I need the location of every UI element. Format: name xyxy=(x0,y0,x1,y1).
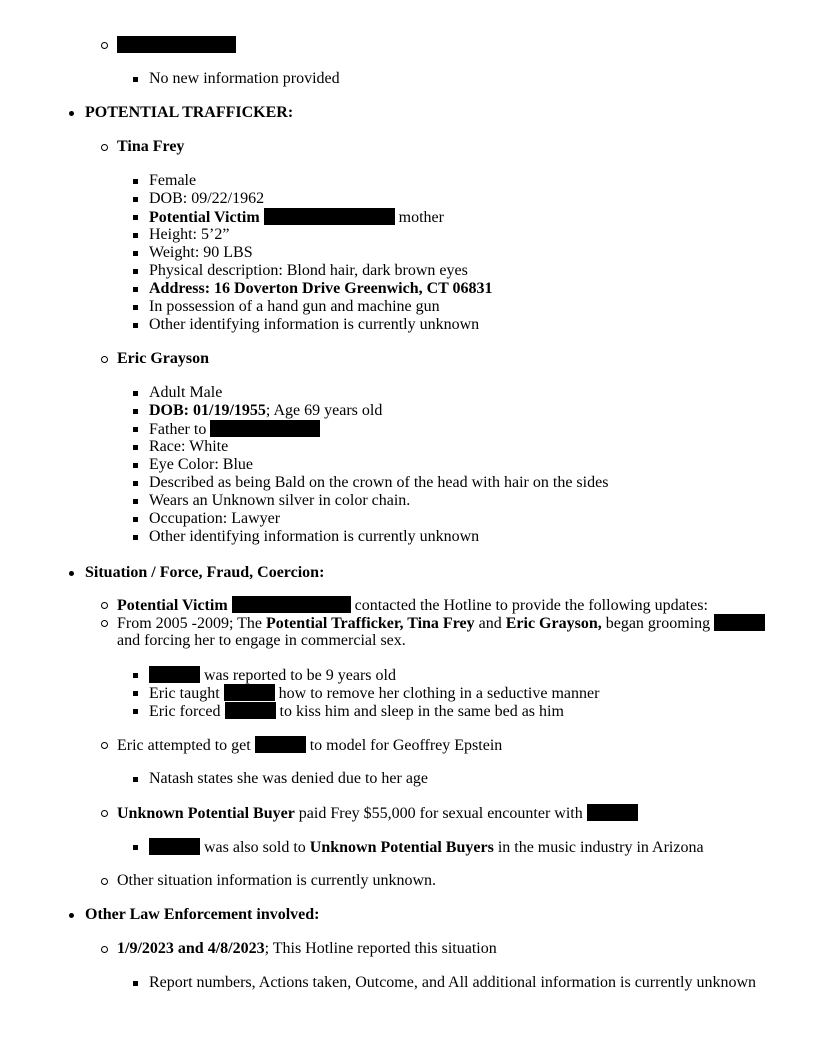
person-name-tina: Tina Frey xyxy=(117,138,185,155)
square-bullet-icon xyxy=(133,287,138,292)
square-bullet-icon xyxy=(133,251,138,256)
redaction-block xyxy=(210,420,320,437)
square-bullet-icon xyxy=(133,233,138,238)
list-item xyxy=(149,420,320,439)
list-item: Physical description: Blond hair, dark brown eyes xyxy=(149,262,468,279)
list-item: Female xyxy=(149,172,197,189)
text-span: Eric forced xyxy=(149,703,221,720)
redaction-block xyxy=(587,804,638,821)
square-bullet-icon xyxy=(133,981,138,986)
label-bold: Unknown Potential Buyer xyxy=(117,805,295,822)
text-span: how to remove her clothing in a seductive manner xyxy=(278,685,600,702)
text-span: mother xyxy=(398,209,444,226)
list-item: Height: 5’2” xyxy=(149,226,230,243)
square-bullet-icon xyxy=(133,409,138,414)
list-item xyxy=(117,614,765,633)
disc-bullet-icon xyxy=(69,913,74,918)
label-bold: Eric Grayson, xyxy=(505,615,602,632)
redaction-block xyxy=(225,702,276,719)
list-item xyxy=(149,402,382,420)
square-bullet-icon xyxy=(133,305,138,310)
redaction-block xyxy=(117,36,236,53)
redaction-block xyxy=(255,736,306,753)
square-bullet-icon xyxy=(133,517,138,522)
redacted-name-line xyxy=(117,36,236,55)
label-bold: DOB: 01/19/1955 xyxy=(149,402,266,419)
label-bold: 1/9/2023 and 4/8/2023 xyxy=(117,940,265,957)
square-bullet-icon xyxy=(133,481,138,486)
person-name-eric: Eric Grayson xyxy=(117,350,209,367)
circle-bullet-icon xyxy=(101,602,108,609)
disc-bullet-icon xyxy=(69,111,74,116)
list-item: Other situation information is currently unknown. xyxy=(117,872,437,889)
redaction-block xyxy=(232,596,351,613)
list-item xyxy=(117,804,638,823)
square-bullet-icon xyxy=(133,427,138,432)
circle-bullet-icon xyxy=(101,810,108,817)
square-bullet-icon xyxy=(133,445,138,450)
text-span: From 2005 -2009; The xyxy=(117,615,263,632)
list-item: No new information provided xyxy=(149,70,340,87)
list-item: Other identifying information is currently unknown xyxy=(149,316,480,333)
text-span: Eric attempted to get xyxy=(117,737,251,754)
list-item: DOB: 09/22/1962 xyxy=(149,190,265,207)
text-span: ; Age 69 years old xyxy=(265,402,383,419)
square-bullet-icon xyxy=(133,391,138,396)
text-span: ; This Hotline reported this situation xyxy=(264,940,497,957)
text-span: to model for Geoffrey Epstein xyxy=(309,737,503,754)
disc-bullet-icon xyxy=(69,571,74,576)
square-bullet-icon xyxy=(133,269,138,274)
text-span: paid Frey $55,000 for sexual encounter with xyxy=(298,805,583,822)
square-bullet-icon xyxy=(133,691,138,696)
list-item: Occupation: Lawyer xyxy=(149,510,281,527)
list-item-continuation: and forcing her to engage in commercial sex. xyxy=(117,632,406,649)
list-item xyxy=(149,838,704,857)
list-item: Report numbers, Actions taken, Outcome, and All additional information is currently unknown xyxy=(149,974,756,991)
square-bullet-icon xyxy=(133,215,138,220)
list-item: Described as being Bald on the crown of the head with hair on the sides xyxy=(149,474,609,491)
text-span: in the music industry in Arizona xyxy=(497,839,704,856)
circle-bullet-icon xyxy=(101,620,108,627)
text-span: was also sold to xyxy=(204,839,306,856)
label-bold: Potential Trafficker, Tina Frey xyxy=(266,615,475,632)
section-heading-situation: Situation / Force, Fraud, Coercion: xyxy=(85,564,325,581)
square-bullet-icon xyxy=(133,77,138,82)
list-item: Wears an Unknown silver in color chain. xyxy=(149,492,411,509)
list-item: Weight: 90 LBS xyxy=(149,244,253,261)
list-item: Natash states she was denied due to her age xyxy=(149,770,429,787)
list-item xyxy=(149,208,444,227)
text-span: Eric taught xyxy=(149,685,220,702)
list-item: Eye Color: Blue xyxy=(149,456,253,473)
circle-bullet-icon xyxy=(101,42,108,49)
square-bullet-icon xyxy=(133,777,138,782)
redaction-block xyxy=(264,208,395,225)
list-item: Address: 16 Doverton Drive Greenwich, CT 06831 xyxy=(149,280,493,297)
circle-bullet-icon xyxy=(101,742,108,749)
square-bullet-icon xyxy=(133,499,138,504)
circle-bullet-icon xyxy=(101,356,108,363)
square-bullet-icon xyxy=(133,197,138,202)
label-bold: Potential Victim xyxy=(149,209,260,226)
text-span: began grooming xyxy=(605,615,711,632)
list-item: Adult Male xyxy=(149,384,223,401)
text-span: Father to xyxy=(149,421,207,438)
square-bullet-icon xyxy=(133,535,138,540)
text-span: and xyxy=(478,615,502,632)
redaction-block xyxy=(714,614,765,631)
section-heading-trafficker: POTENTIAL TRAFFICKER: xyxy=(85,104,294,121)
square-bullet-icon xyxy=(133,709,138,714)
square-bullet-icon xyxy=(133,463,138,468)
list-item: Other identifying information is currently unknown xyxy=(149,528,480,545)
circle-bullet-icon xyxy=(101,946,108,953)
list-item xyxy=(117,940,497,958)
redaction-block xyxy=(149,666,200,683)
square-bullet-icon xyxy=(133,673,138,678)
label-bold: Unknown Potential Buyers xyxy=(309,839,494,856)
circle-bullet-icon xyxy=(101,878,108,885)
list-item xyxy=(149,684,599,703)
square-bullet-icon xyxy=(133,323,138,328)
list-item xyxy=(149,702,564,721)
circle-bullet-icon xyxy=(101,144,108,151)
redaction-block xyxy=(149,838,200,855)
section-heading-law-enforcement: Other Law Enforcement involved: xyxy=(85,906,320,923)
list-item xyxy=(149,666,396,685)
list-item: Race: White xyxy=(149,438,229,455)
text-span: contacted the Hotline to provide the following updates: xyxy=(354,597,708,614)
text-span: to kiss him and sleep in the same bed as him xyxy=(279,703,564,720)
text-span: was reported to be 9 years old xyxy=(204,667,396,684)
list-item xyxy=(117,596,708,615)
label-bold: Potential Victim xyxy=(117,597,228,614)
square-bullet-icon xyxy=(133,179,138,184)
list-item xyxy=(117,736,502,755)
square-bullet-icon xyxy=(133,845,138,850)
list-item: In possession of a hand gun and machine gun xyxy=(149,298,440,315)
redaction-block xyxy=(224,684,275,701)
